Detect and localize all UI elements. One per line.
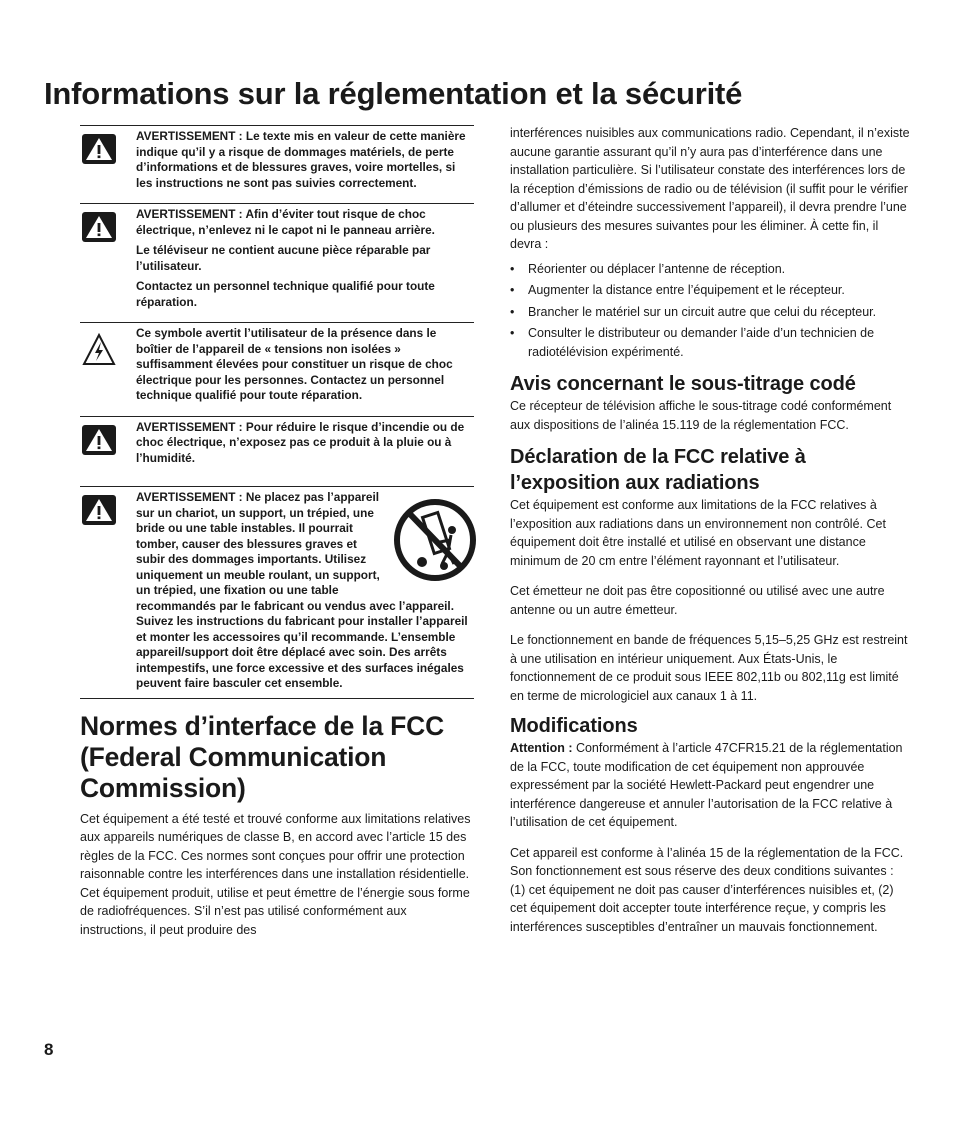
page-title: Informations sur la réglementation et la sécurité [44,76,743,111]
warning-triangle-icon [82,495,116,525]
warning-triangle-icon [82,134,116,164]
warning-text: AVERTISSEMENT : Le texte mis en valeur de cette manière indique qu’il y a risque de dommages matériels, de perte d’informations et de blessures graves, voire mortelles, si les instructions ne sont pas suivies correctement. [136,129,466,190]
fcc-continued-text: interférences nuisibles aux communications radio. Cependant, il n’existe aucune garantie assurant qu’il n’y aura pas d’interférence dans une installation particulière. Si l’utilisateur constate des interférences lors de la réception d’émissions de radio ou de télévision (il suffit pour le vérifier d’allumer et d’éteindre successivement l’appareil), il devra prendre l’une ou plusieurs des mesures suivantes pour les éliminer. À cette fin, il devra : [510,126,910,251]
closed-caption-title: Avis concernant le sous-titrage codé [510,373,856,395]
warning-text: Contactez un personnel technique qualifié pour toute réparation. [136,279,435,309]
warning-block [80,486,474,699]
right-column [510,124,912,936]
radiation-paragraph: Cet émetteur ne doit pas être copositionné ou utilisé avec une autre antenne ou un autre émetteur. [510,584,885,617]
warning-block [80,416,474,473]
warning-text: AVERTISSEMENT : Pour réduire le risque d’incendie ou de choc électrique, n’exposez pas ce produit à la pluie ou à l’humidité. [136,419,465,465]
lightning-triangle-icon [82,333,116,367]
modifications-paragraph [510,739,912,832]
cart-tipover-icon [394,490,476,590]
radiation-title: Déclaration de la FCC relative à l’exposition aux radiations [510,446,806,494]
left-column [80,125,474,939]
list-item: • Réorienter ou déplacer l’antenne de réception. [510,260,912,279]
fcc-measures-list [510,260,912,362]
radiation-paragraph: Cet équipement est conforme aux limitations de la FCC relatives à l’exposition aux radiations dans un environnement non contrôlé. Cet équipement doit être installé et utilisé en observant une distance minimum de 20 cm entre l’élément rayonnant et l’utilisateur. [510,498,886,568]
warning-triangle-icon [82,425,116,455]
page-number: 8 [44,1040,54,1059]
fcc-intro-text: Cet équipement a été testé et trouvé conforme aux limitations relatives aux appareils numériques de classe B, en accord avec l’article 15 des règles de la FCC. Ces normes sont conçues pour offrir une protection raisonnable contre les interférences dans une installation résidentielle. Cet équipement produit, utilise et peut émettre de l’énergie sous forme de radiofréquences. S’il n’est pas utilisé conformément aux instructions, il peut produire des [80,811,471,937]
modifications-paragraph: Cet appareil est conforme à l’alinéa 15 de la réglementation de la FCC. Son fonctionnement est sous réserve des deux conditions suivantes : (1) cet équipement ne doit pas causer d’interférences nuisibles et, (2) cet équipement doit accepter toute interférence reçue, y compris les interférences susceptibles d’entraîner un mauvais fonctionnement. [510,845,904,934]
list-item: • Consulter le distributeur ou demander l’aide d’un technicien de radiotélévision expérimenté. [510,324,912,361]
warning-block [80,322,474,410]
warning-block [80,203,474,316]
fcc-section-title: Normes d’interface de la FCC (Federal Communication Commission) [80,710,445,803]
radiation-paragraph: Le fonctionnement en bande de fréquences 5,15–5,25 GHz est restreint à une utilisation en intérieur uniquement. Aux États-Unis, le fonctionnement de ce produit sous IEEE 802,11b ou 802,11g est limité en terme de micrologiciel aux canaux 1 à 11. [510,633,908,703]
warning-text: Ce symbole avertit l’utilisateur de la présence dans le boîtier de l’appareil de « tensions non isolées » suffisamment élevées pour constituer un risque de choc électrique pour les personnes. Contactez un personnel technique qualifié pour toute réparation. [136,326,453,402]
attention-text: Conformément à l’article 47CFR15.21 de la réglementation de la FCC, toute modification de cet équipement non approuvée expressément par la société Hewlett-Packard peut engendrer une interférence dangereuse et annuler l’autorisation de la FCC relative à l’utilisation de cet équipement. [510,741,903,829]
warning-text: Le téléviseur ne contient aucune pièce réparable par l’utilisateur. [136,243,431,273]
warning-text: AVERTISSEMENT : Ne placez pas l’appareil sur un chariot, un support, un trépied, une bride ou une table instables. Il pourrait tomber, causer des blessures graves et subir des dommages importants. Utilisez uniquement un meuble roulant, un support, un trépied, une fixation ou une table recommandés par le fabricant ou vendus avec l’appareil. Suivez les instructions du fabricant pour installer l’appareil et monter les accessoires qu’il recommande. L’ensemble appareil/support doit être déplacé avec soin. Des arrêts intempestifs, une force excessive et des surfaces inégales peuvent faire basculer cet ensemble. [136,490,468,690]
modifications-title: Modifications [510,715,638,737]
warning-block [80,125,474,197]
warning-triangle-icon [82,212,116,242]
warning-text: AVERTISSEMENT : Afin d’éviter tout risque de choc électrique, n’enlevez ni le capot ni le panneau arrière. [136,207,435,237]
list-item: • Augmenter la distance entre l’équipement et le récepteur. [510,281,912,300]
closed-caption-text: Ce récepteur de télévision affiche le sous-titrage codé conformément aux dispositions de l’alinéa 15.119 de la réglementation FCC. [510,399,892,432]
list-item: • Brancher le matériel sur un circuit autre que celui du récepteur. [510,303,912,322]
attention-label: Attention : [510,741,573,755]
